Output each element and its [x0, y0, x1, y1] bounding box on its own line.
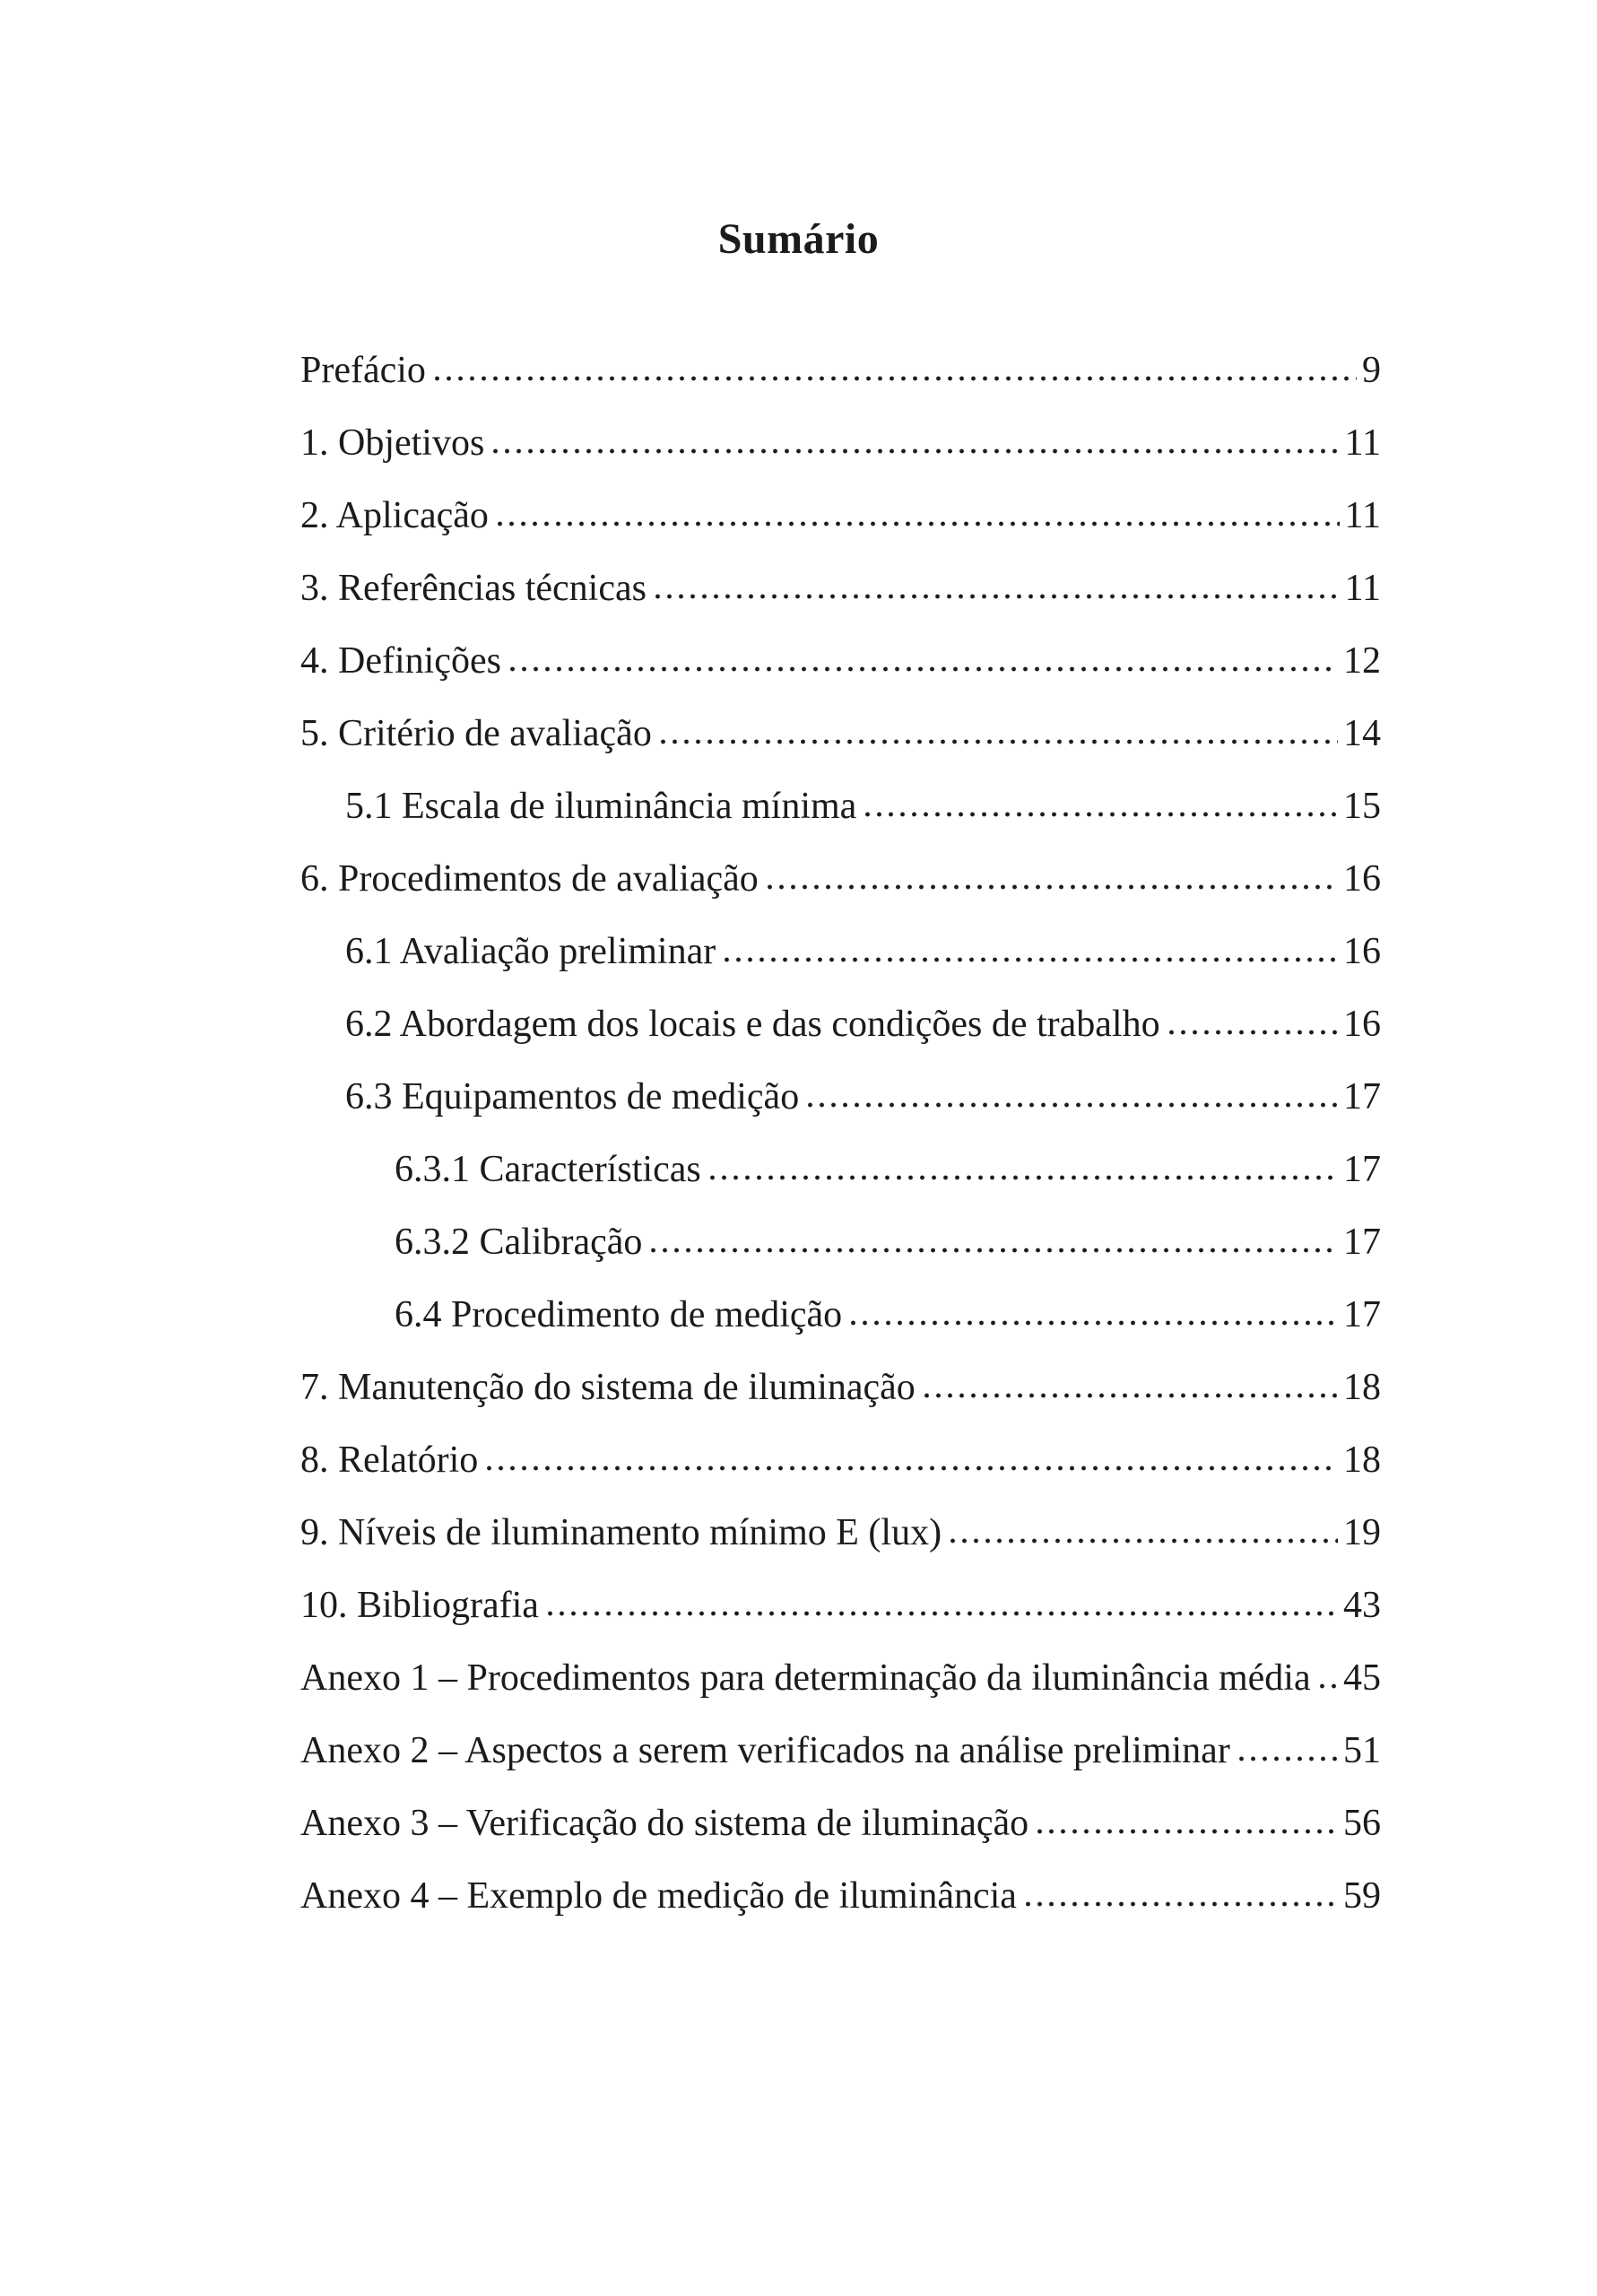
toc-entry	[300, 464, 1381, 536]
toc-entry-label: Anexo 2 – Aspectos a serem verificados na análise preliminar	[300, 1730, 1230, 1772]
toc-entry	[300, 754, 1381, 827]
toc-entry-page: 12	[1343, 640, 1381, 683]
toc-entry-page: 19	[1343, 1512, 1381, 1554]
toc-entry-label: Anexo 3 – Verificação do sistema de iluminação	[300, 1803, 1029, 1845]
toc-entry-label: 7. Manutenção do sistema de iluminação	[300, 1367, 916, 1409]
dot-leader	[808, 1102, 1338, 1108]
dot-leader	[1239, 1756, 1338, 1761]
toc-entry	[300, 391, 1381, 464]
toc-entry-label: 5. Critério de avaliação	[300, 713, 652, 755]
toc-entry-page: 14	[1343, 713, 1381, 755]
toc-entry-label: 6.3.2 Calibração	[395, 1222, 643, 1264]
toc-entry	[300, 318, 1381, 391]
toc-entry-label: Anexo 4 – Exemplo de medição de iluminância	[300, 1875, 1017, 1918]
toc-entry	[300, 1045, 1381, 1118]
dot-leader	[655, 594, 1340, 599]
toc-entry	[300, 1118, 1381, 1190]
toc-entry	[300, 1481, 1381, 1553]
dot-leader	[1169, 1030, 1338, 1035]
dot-leader	[710, 1175, 1338, 1180]
toc-entry-page: 15	[1343, 786, 1381, 828]
dot-leader	[548, 1611, 1338, 1616]
toc-entry	[300, 536, 1381, 609]
dot-leader	[435, 376, 1357, 381]
dot-leader	[851, 1320, 1338, 1326]
toc-entry-label: Anexo 1 – Procedimentos para determinação da iluminância média	[300, 1657, 1311, 1700]
toc-entry-label: 6.3 Equipamentos de medição	[345, 1076, 800, 1118]
toc-entry-page: 11	[1344, 568, 1381, 610]
dot-leader	[493, 448, 1339, 454]
toc-list	[300, 318, 1381, 1917]
toc-entry-label: 9. Níveis de iluminamento mínimo E (lux)	[300, 1512, 942, 1554]
toc-entry-page: 56	[1343, 1803, 1381, 1845]
toc-entry	[300, 1335, 1381, 1408]
dot-leader	[498, 521, 1340, 526]
toc-entry-label: 6.1 Avaliação preliminar	[345, 931, 716, 973]
toc-entry-page: 17	[1343, 1294, 1381, 1336]
toc-entry	[300, 609, 1381, 682]
toc-entry-label: Prefácio	[300, 350, 426, 392]
toc-entry-label: 5.1 Escala de iluminância mínima	[345, 786, 857, 828]
toc-entry-page: 17	[1343, 1149, 1381, 1191]
toc-entry	[300, 1699, 1381, 1771]
toc-entry-page: 11	[1344, 422, 1381, 465]
toc-entry	[300, 1626, 1381, 1699]
toc-entry-label: 1. Objetivos	[300, 422, 485, 465]
toc-entry	[300, 1263, 1381, 1335]
toc-entry-page: 16	[1343, 858, 1381, 900]
dot-leader	[487, 1465, 1338, 1471]
toc-entry-page: 17	[1343, 1076, 1381, 1118]
toc-entry	[300, 682, 1381, 754]
toc-entry-label: 6.2 Abordagem dos locais e das condições de trabalho	[345, 1004, 1160, 1046]
toc-entry-page: 43	[1343, 1585, 1381, 1627]
toc-entry-page: 18	[1343, 1367, 1381, 1409]
toc-entry-page: 16	[1343, 1004, 1381, 1046]
toc-entry-page: 18	[1343, 1439, 1381, 1482]
toc-entry	[300, 900, 1381, 972]
toc-entry-label: 2. Aplicação	[300, 495, 489, 537]
toc-entry-label: 6.4 Procedimento de medição	[395, 1294, 843, 1336]
toc-entry	[300, 1553, 1381, 1626]
dot-leader	[1026, 1901, 1338, 1907]
dot-leader	[661, 739, 1338, 744]
dot-leader	[1037, 1829, 1338, 1834]
page-title: Sumário	[717, 215, 880, 264]
toc-entry-label: 4. Definições	[300, 640, 501, 683]
toc-entry	[300, 827, 1381, 900]
dot-leader	[510, 666, 1338, 672]
toc-entry-page: 45	[1343, 1657, 1381, 1700]
toc-entry-label: 10. Bibliografia	[300, 1585, 539, 1627]
toc-entry-label: 8. Relatório	[300, 1439, 479, 1482]
toc-entry-page: 51	[1343, 1730, 1381, 1772]
dot-leader	[950, 1538, 1338, 1544]
dot-leader	[725, 957, 1338, 962]
toc-entry-label: 6.3.1 Características	[395, 1149, 701, 1191]
toc-entry	[300, 1190, 1381, 1263]
dot-leader	[1320, 1683, 1338, 1689]
toc-entry-page: 9	[1362, 350, 1381, 392]
toc-entry	[300, 1844, 1381, 1917]
dot-leader	[865, 812, 1338, 817]
toc-entry-page: 17	[1343, 1222, 1381, 1264]
toc-entry-page: 16	[1343, 931, 1381, 973]
toc-entry-label: 6. Procedimentos de avaliação	[300, 858, 759, 900]
toc-entry	[300, 972, 1381, 1045]
toc-entry-page: 11	[1344, 495, 1381, 537]
toc-entry-label: 3. Referências técnicas	[300, 568, 647, 610]
toc-entry	[300, 1408, 1381, 1481]
dot-leader	[768, 884, 1338, 890]
dot-leader	[651, 1248, 1338, 1253]
toc-entry	[300, 1771, 1381, 1844]
toc-entry-page: 59	[1343, 1875, 1381, 1918]
dot-leader	[924, 1393, 1338, 1398]
